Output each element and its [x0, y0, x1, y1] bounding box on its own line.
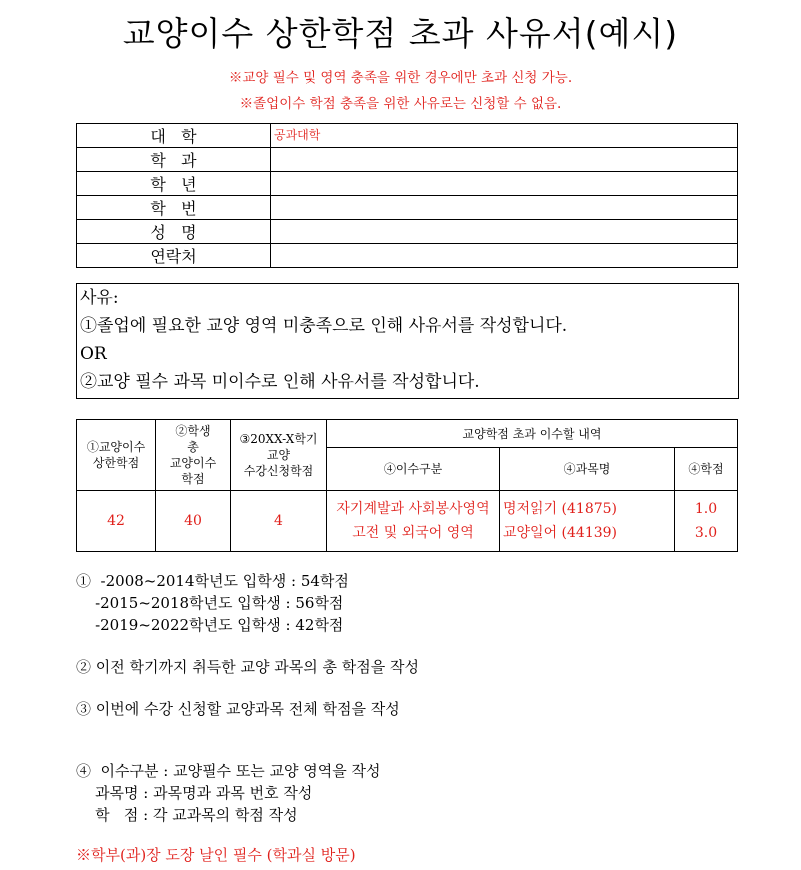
- table-row: [77, 491, 738, 552]
- reason-box: [76, 283, 739, 399]
- header-apply-line: ③20XX-X학기: [239, 432, 318, 446]
- header-limit: [77, 420, 156, 491]
- cell-category: [327, 491, 500, 552]
- cell-credit: [675, 491, 738, 552]
- info-value[interactable]: [271, 196, 738, 220]
- credit-line: 3.0: [694, 525, 718, 541]
- info-label: 성 명: [77, 220, 271, 244]
- info-row-contact: [77, 244, 738, 268]
- info-label: 대 학: [77, 124, 271, 148]
- note-4c: 학 점 : 각 교과목의 학점 작성: [76, 806, 298, 824]
- info-row-grade: [77, 172, 738, 196]
- note-4b: 과목명 : 과목명과 과목 번호 작성: [76, 784, 313, 802]
- course-line: 명저읽기 (41875): [503, 501, 618, 517]
- note-1b: -2015~2018학년도 입학생 : 56학점: [76, 594, 344, 612]
- header-total-line: ②학생: [175, 424, 211, 438]
- header-course: ④과목명: [500, 448, 675, 491]
- cell-apply: 4: [231, 491, 327, 552]
- credit-line: 1.0: [694, 501, 718, 517]
- notice-line-2: ※졸업이수 학점 충족을 위한 사유로는 신청할 수 없음.: [239, 96, 562, 112]
- category-line: 자기계발과 사회봉사영역: [336, 501, 490, 517]
- reason-line-1: ①졸업에 필요한 교양 영역 미충족으로 인해 사유서를 작성합니다.: [80, 316, 568, 336]
- header-total-line: 교양이수: [169, 456, 217, 470]
- header-total-line: 총: [187, 440, 199, 454]
- cell-course: [500, 491, 675, 552]
- note-3: ③ 이번에 수강 신청할 교양과목 전체 학점을 작성: [76, 700, 400, 718]
- header-group: 교양학점 초과 이수할 내역: [327, 420, 738, 448]
- note-1c: -2019~2022학년도 입학생 : 42학점: [76, 616, 344, 634]
- header-apply: [231, 420, 327, 491]
- credit-detail-table: [76, 419, 738, 552]
- info-row-student-id: [77, 196, 738, 220]
- note-2: ② 이전 학기까지 취득한 교양 과목의 총 학점을 작성: [76, 658, 419, 676]
- category-line: 고전 및 외국어 영역: [352, 525, 474, 541]
- info-value[interactable]: [271, 244, 738, 268]
- header-apply-line: 수강신청학점: [243, 464, 314, 478]
- info-row-name: [77, 220, 738, 244]
- note-4a: ④ 이수구분 : 교양필수 또는 교양 영역을 작성: [76, 762, 381, 780]
- info-row-college: [77, 124, 738, 148]
- info-value[interactable]: [271, 148, 738, 172]
- header-limit-line: ①교양이수: [86, 440, 146, 454]
- notice-line-1: ※교양 필수 및 영역 충족을 위한 경우에만 초과 신청 가능.: [228, 70, 573, 86]
- page-title: 교양이수 상한학점 초과 사유서(예시): [122, 14, 679, 53]
- stamp-notice: ※학부(과)장 도장 날인 필수 (학과실 방문): [76, 846, 356, 864]
- reason-or: OR: [80, 344, 107, 364]
- note-1a: ① -2008~2014학년도 입학생 : 54학점: [76, 572, 349, 590]
- header-total: [156, 420, 231, 491]
- info-row-department: [77, 148, 738, 172]
- reason-heading: 사유:: [80, 288, 119, 308]
- info-value[interactable]: [271, 220, 738, 244]
- cell-total: 40: [156, 491, 231, 552]
- applicant-info-table: [76, 123, 738, 268]
- info-label: 연락처: [77, 244, 271, 268]
- header-credit: ④학점: [675, 448, 738, 491]
- info-label: 학 년: [77, 172, 271, 196]
- header-limit-line: 상한학점: [92, 456, 140, 470]
- info-value[interactable]: 공과대학: [271, 124, 738, 148]
- cell-limit: 42: [77, 491, 156, 552]
- reason-line-2: ②교양 필수 과목 미이수로 인해 사유서를 작성합니다.: [80, 372, 480, 392]
- info-label: 학 과: [77, 148, 271, 172]
- header-total-line: 학점: [181, 472, 205, 486]
- info-value[interactable]: [271, 172, 738, 196]
- course-line: 교양일어 (44139): [503, 525, 618, 541]
- info-label: 학 번: [77, 196, 271, 220]
- header-category: ④이수구분: [327, 448, 500, 491]
- header-apply-line: 교양: [266, 448, 291, 462]
